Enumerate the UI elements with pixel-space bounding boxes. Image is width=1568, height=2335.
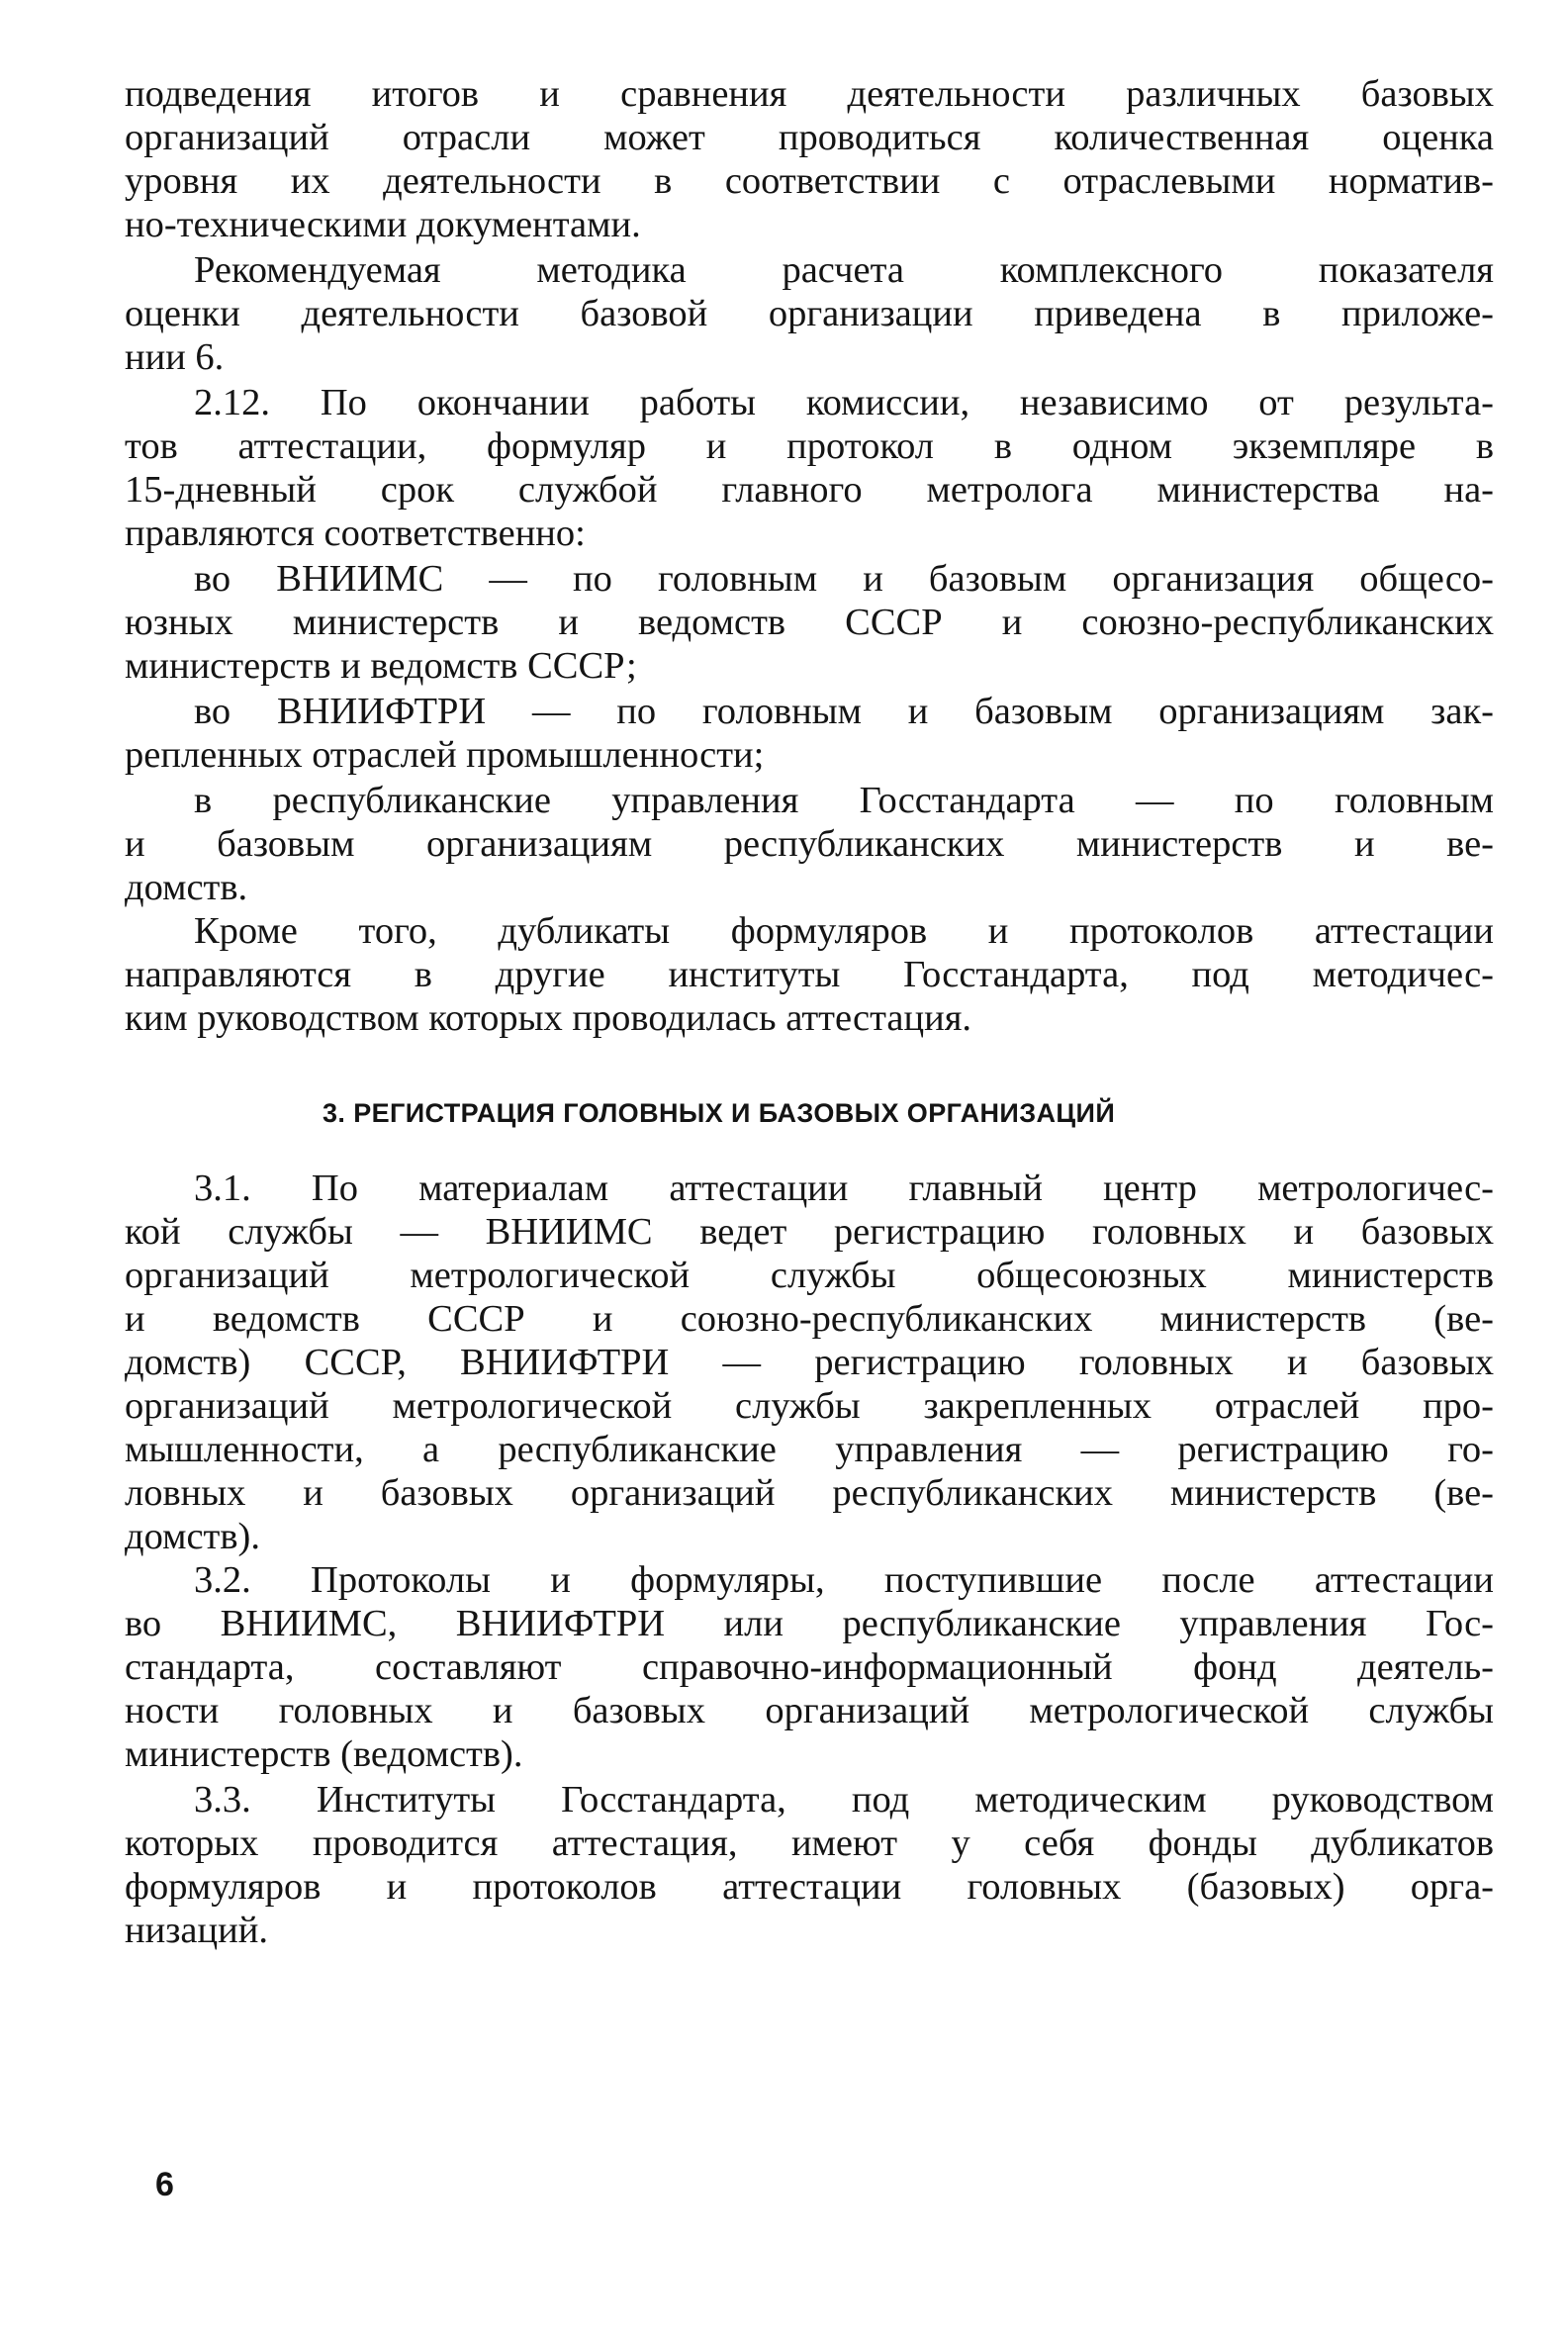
text-line: 3.1. По материалам аттестации главный центр метрологичес- bbox=[194, 1168, 1494, 1209]
text-line: в республиканские управления Госстандарта — по головным bbox=[194, 780, 1494, 821]
text-line: нии 6. bbox=[125, 336, 225, 378]
text-line: во ВНИИМС — по головным и базовым организация общесо- bbox=[194, 558, 1494, 600]
text-line: 2.12. По окончании работы комиссии, независимо от результа- bbox=[194, 382, 1494, 423]
page-number: 6 bbox=[155, 2166, 174, 2203]
text-line: юзных министерств и ведомств СССР и союзно-республиканских bbox=[125, 602, 1494, 643]
text-line: которых проводится аттестация, имеют у себя фонды дубликатов bbox=[125, 1822, 1494, 1864]
text-line: оценки деятельности базовой организации приведена в приложе- bbox=[125, 293, 1494, 334]
text-line: домств. bbox=[125, 867, 248, 908]
text-line: правляются соответственно: bbox=[125, 513, 586, 554]
text-line: ким руководством которых проводилась аттестация. bbox=[125, 997, 972, 1039]
text-line: и ведомств СССР и союзно-республиканских министерств (ве- bbox=[125, 1298, 1494, 1340]
text-line: ловных и базовых организаций республиканских министерств (ве- bbox=[125, 1472, 1494, 1514]
text-line: организаций метрологической службы общесоюзных министерств bbox=[125, 1255, 1494, 1296]
text-line: во ВНИИФТРИ — по головным и базовым организациям зак- bbox=[194, 691, 1494, 732]
text-line: подведения итогов и сравнения деятельности различных базовых bbox=[125, 73, 1494, 115]
text-line: министерств (ведомств). bbox=[125, 1733, 523, 1775]
text-line: формуляров и протоколов аттестации головных (базовых) орга- bbox=[125, 1866, 1494, 1908]
text-line: мышленности, а республиканские управления — регистрацию го- bbox=[125, 1429, 1494, 1470]
text-line: организаций метрологической службы закрепленных отраслей про- bbox=[125, 1385, 1494, 1427]
text-line: 3.2. Протоколы и формуляры, поступившие после аттестации bbox=[194, 1559, 1494, 1601]
text-line: Кроме того, дубликаты формуляров и протоколов аттестации bbox=[194, 910, 1494, 952]
text-line: домств) СССР, ВНИИФТРИ — регистрацию головных и базовых bbox=[125, 1342, 1494, 1383]
text-line: во ВНИИМС, ВНИИФТРИ или республиканские управления Гос- bbox=[125, 1603, 1494, 1644]
text-line: стандарта, составляют справочно-информационный фонд деятель- bbox=[125, 1646, 1494, 1688]
text-line: уровня их деятельности в соответствии с отраслевыми норматив- bbox=[125, 160, 1494, 202]
text-line: организаций отрасли может проводиться количественная оценка bbox=[125, 117, 1494, 158]
section-heading: 3. РЕГИСТРАЦИЯ ГОЛОВНЫХ И БАЗОВЫХ ОРГАНИЗАЦИЙ bbox=[323, 1098, 1116, 1128]
text-line: 3.3. Институты Госстандарта, под методическим руководством bbox=[194, 1779, 1494, 1821]
text-line: направляются в другие институты Госстандарта, под методичес- bbox=[125, 954, 1494, 995]
text-line: Рекомендуемая методика расчета комплексного показателя bbox=[194, 249, 1494, 291]
text-line: министерств и ведомств СССР; bbox=[125, 645, 637, 687]
text-line: и базовым организациям республиканских министерств и ве- bbox=[125, 823, 1494, 865]
text-line: низаций. bbox=[125, 1910, 268, 1951]
text-line: кой службы — ВНИИМС ведет регистрацию головных и базовых bbox=[125, 1211, 1494, 1253]
text-line: но-техническими документами. bbox=[125, 204, 641, 245]
text-line: 15-дневный срок службой главного метролога министерства на- bbox=[125, 469, 1494, 511]
text-line: ности головных и базовых организаций метрологической службы bbox=[125, 1690, 1494, 1731]
text-line: тов аттестации, формуляр и протокол в одном экземпляре в bbox=[125, 425, 1494, 467]
text-line: домств). bbox=[125, 1516, 261, 1557]
text-line: репленных отраслей промышленности; bbox=[125, 734, 765, 776]
